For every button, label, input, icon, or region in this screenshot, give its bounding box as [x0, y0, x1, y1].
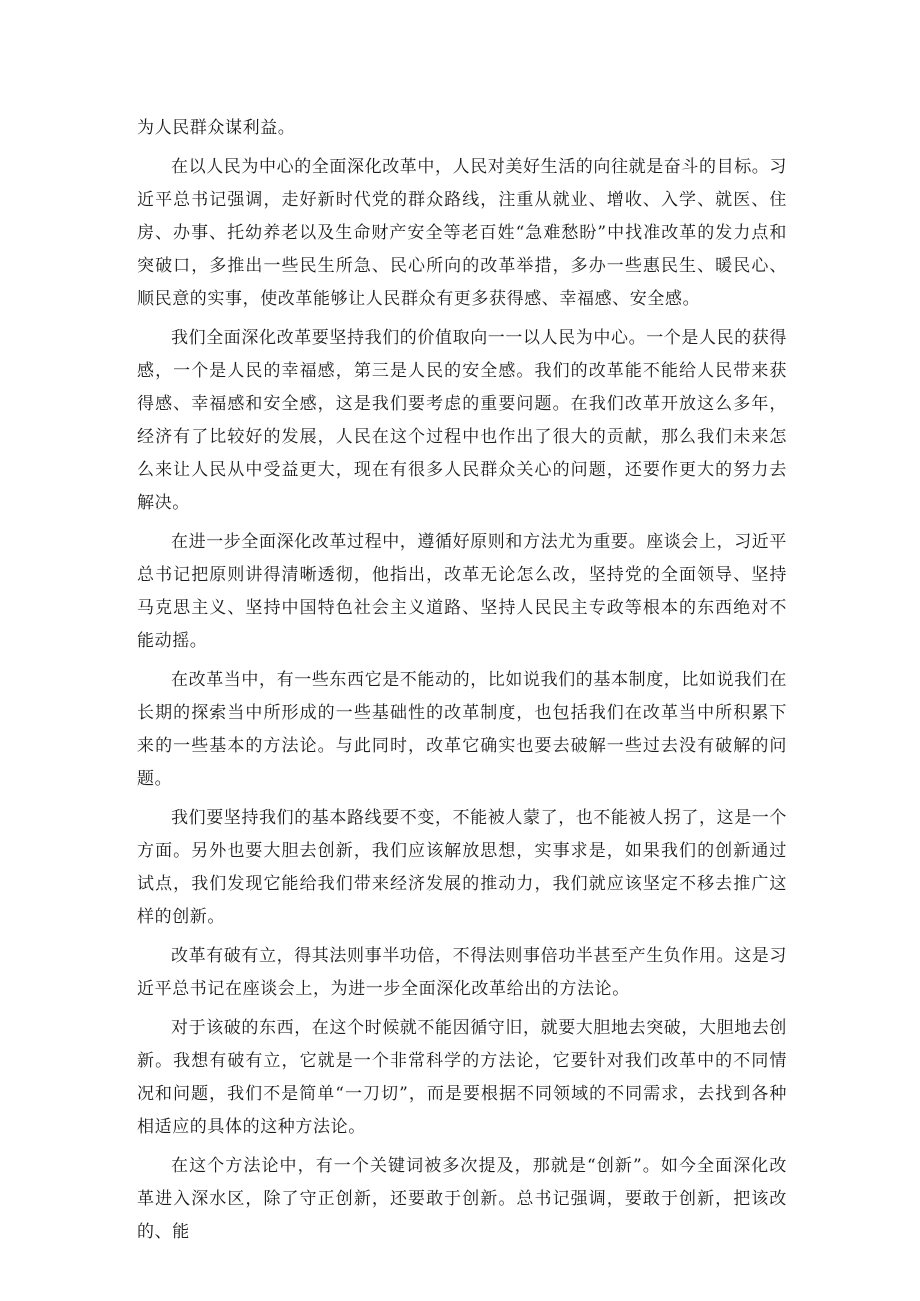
paragraph-3: 我们全面深化改革要坚持我们的价值取向一一以人民为中心。一个是人民的获得感，一个是人民的幸福感，第三是人民的安全感。我们的改革能不能给人民带来获得感、幸福感和安全感，这是我们要考虑的重要问题。在我们改革开放这么多年，经济有了比较好的发展，人民在这个过程中也作出了很大的贡献，那么我们未来怎么来让人民从中受益更大，现在有很多人民群众关心的问题，还要作更大的努力去解决。 — [137, 328, 787, 513]
paragraph-9: 在这个方法论中，有一个关键词被多次提及，那就是“创新”。如今全面深化改革进入深水区，除了守正创新，还要敢于创新。总书记强调，要敢于创新，把该改的、能 — [137, 1156, 787, 1242]
document-body — [137, 112, 787, 1255]
paragraph-2: 在以人民为中心的全面深化改革中，人民对美好生活的向往就是奋斗的目标。习近平总书记强调，走好新时代党的群众路线，注重从就业、增收、入学、就医、住房、办事、托幼养老以及生命财产安全等老百姓“急难愁盼”中找准改革的发力点和突破口，多推出一些民生所急、民心所向的改革举措，多办一些惠民生、暖民心、顺民意的实事，使改革能够让人民群众有更多获得感、幸福感、安全感。 — [137, 157, 787, 309]
paragraph-4: 在进一步全面深化改革过程中，遵循好原则和方法尤为重要。座谈会上，习近平总书记把原则讲得清晰透彻，他指出，改革无论怎么改，坚持党的全面领导、坚持马克思主义、坚持中国特色社会主义道路、坚持人民民主专政等根本的东西绝对不能动摇。 — [137, 532, 787, 651]
paragraph-8: 对于该破的东西，在这个时候就不能因循守旧，就要大胆地去突破，大胆地去创新。我想有破有立，它就是一个非常科学的方法论，它要针对我们改革中的不同情况和问题，我们不是简单“一刀切”，而是要根据不同领域的不同需求，去找到各种相适应的具体的这种方法论。 — [137, 1018, 787, 1137]
paragraph-6: 我们要坚持我们的基本路线要不变，不能被人蒙了，也不能被人拐了，这是一个方面。另外也要大胆去创新，我们应该解放思想，实事求是，如果我们的创新通过试点，我们发现它能给我们带来经济发展的推动力，我们就应该坚定不移去推广这样的创新。 — [137, 808, 787, 927]
paragraph-7: 改革有破有立，得其法则事半功倍，不得法则事倍功半甚至产生负作用。这是习近平总书记在座谈会上，为进一步全面深化改革给出的方法论。 — [137, 946, 787, 999]
paragraph-5: 在改革当中，有一些东西它是不能动的，比如说我们的基本制度，比如说我们在长期的探索当中所形成的一些基础性的改革制度，也包括我们在改革当中所积累下来的一些基本的方法论。与此同时，改革它确实也要去破解一些过去没有破解的问题。 — [137, 670, 787, 789]
paragraph-1: 为人民群众谋利益。 — [137, 118, 296, 138]
